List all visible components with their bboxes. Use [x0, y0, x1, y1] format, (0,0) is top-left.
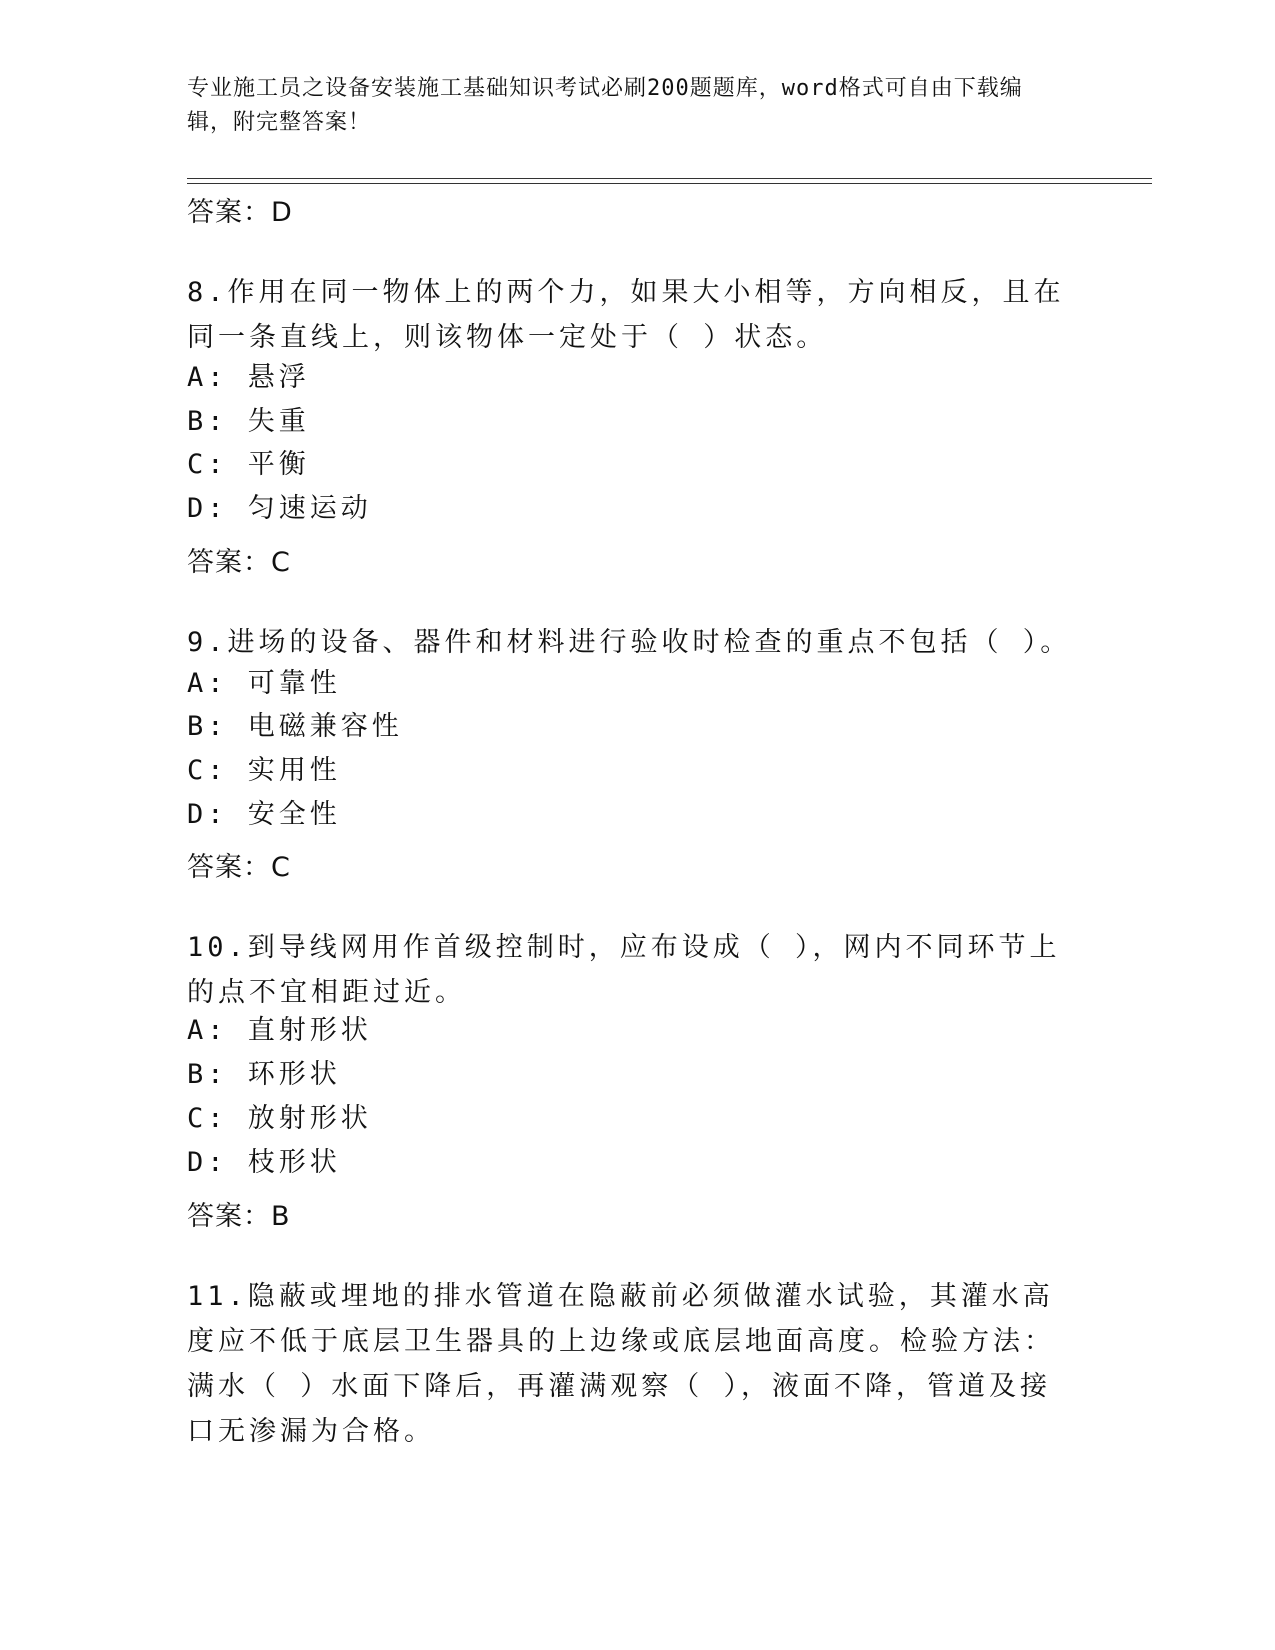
question-11-stem: 11.隐蔽或埋地的排水管道在隐蔽前必须做灌水试验，其灌水高度应不低于底层卫生器具的上边缘或底层地面高度。检验方法：满水（ ）水面下降后，再灌满观察（ ），液面不降，管道及接口无渗漏为合格。	[187, 1281, 1055, 1447]
question-9-stem: 9.进场的设备、器件和材料进行验收时检查的重点不包括（ ）。	[187, 627, 1072, 658]
header-rule-top	[187, 178, 1152, 179]
question-8-answer: 答案：C	[187, 547, 291, 578]
question-8-stem: 8.作用在同一物体上的两个力，如果大小相等，方向相反，且在同一条直线上，则该物体一定处于（ ）状态。	[187, 277, 1065, 353]
question-9-answer: 答案：C	[187, 852, 291, 883]
header-rule-bottom	[187, 183, 1152, 184]
question-8-option-c: C: 平衡	[187, 449, 310, 480]
question-10-option-b: B: 环形状	[187, 1059, 341, 1090]
question-10-option-d: D: 枝形状	[187, 1147, 341, 1178]
question-8-option-d: D: 匀速运动	[187, 493, 372, 524]
question-9-option-c: C: 实用性	[187, 755, 341, 786]
question-9-option-a: A: 可靠性	[187, 668, 341, 699]
question-8-option-b: B: 失重	[187, 406, 310, 437]
document-header: 专业施工员之设备安装施工基础知识考试必刷200题题库，word格式可自由下载编辑，附完整答案！	[187, 76, 1023, 135]
question-10-answer: 答案：B	[187, 1201, 291, 1232]
question-10-stem: 10.到导线网用作首级控制时，应布设成（ ），网内不同环节上的点不宜相距过近。	[187, 932, 1061, 1008]
question-10-option-a: A: 直射形状	[187, 1015, 372, 1046]
question-8-option-a: A: 悬浮	[187, 362, 310, 393]
answer-7: 答案：D	[187, 197, 293, 228]
question-10-option-c: C: 放射形状	[187, 1103, 372, 1134]
question-9-option-d: D: 安全性	[187, 799, 341, 830]
question-9-option-b: B: 电磁兼容性	[187, 711, 403, 742]
